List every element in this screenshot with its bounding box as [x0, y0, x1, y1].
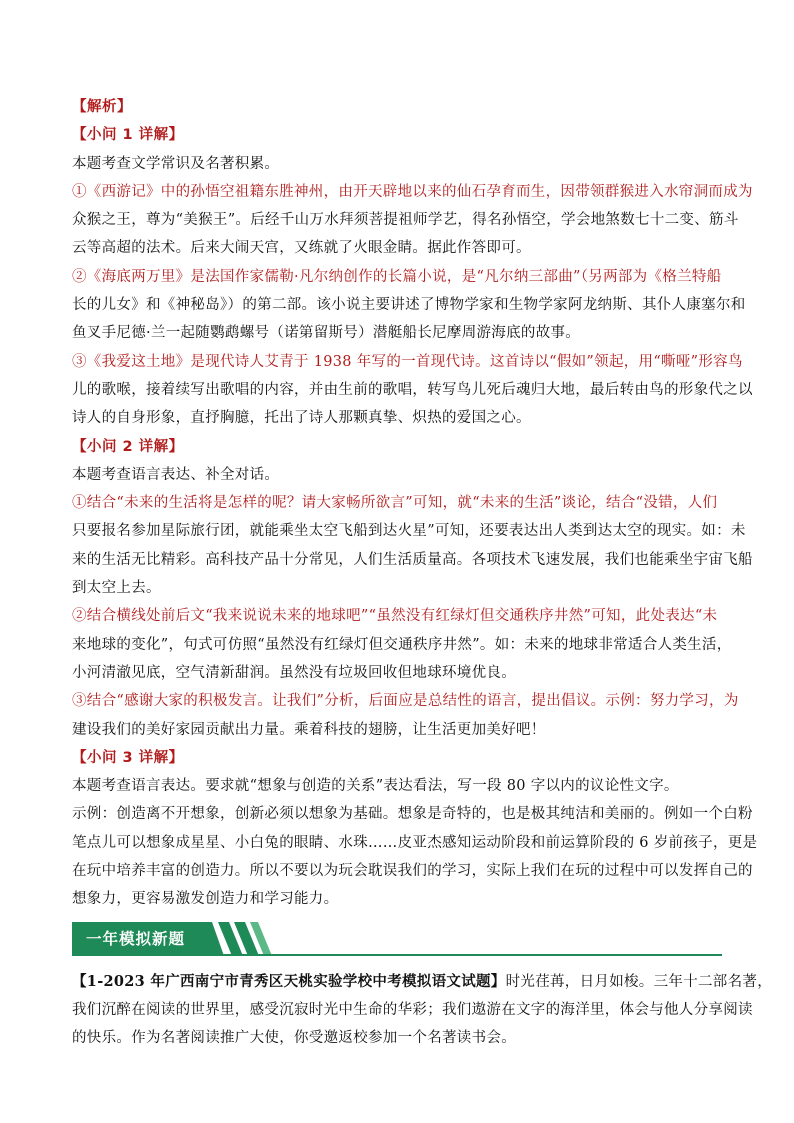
paragraph-line: 示例：创造离不开想象，创新必须以想象为基础。想象是奇特的，也是极其纯洁和美丽的。例如一个白粉	[72, 806, 753, 823]
question-source: 【1-2023 年广西南宁市青秀区天桃实验学校中考模拟语文试题】	[72, 972, 506, 990]
paragraph-line: ③结合“感谢大家的积极发言。让我们”分析，后面应是总结性的语言，提出倡议。示例：努力学习，为	[72, 693, 739, 710]
paragraph-line: 我们沉醉在阅读的世界里，感受沉寂时光中生命的华彩；我们遨游在文字的海洋里，体会与他人分享阅读	[72, 1001, 753, 1018]
paragraph-line: 本题考查语言表达。要求就“想象与创造的关系”表达看法，写一段 80 字以内的议论性文字。	[72, 778, 679, 795]
q2-intro: 本题考查语言表达、补全对话。	[72, 466, 280, 483]
analysis-heading: 【解析】	[72, 99, 132, 115]
q2-item-2	[72, 602, 732, 687]
paragraph-line: 小河清澈见底，空气清新甜润。虽然没有垃圾回收但地球环境优良。	[72, 664, 516, 681]
paragraph-line: ①结合“未来的生活将是怎样的呢？请大家畅所欲言”可知，就“未来的生活”谈论，结合“没错，人们	[72, 495, 718, 512]
paragraph-line: 来的生活无比精彩。高科技产品十分常见，人们生活质量高。各项技术飞速发展，我们也能乘坐宇宙飞船	[72, 551, 753, 568]
paragraph-line: ②结合横线处前后文“我来说说未来的地球吧”“虽然没有红绿灯但交通秩序井然”可知，此处表达“未	[72, 608, 718, 625]
q1-item-2	[72, 263, 746, 348]
q1-heading: 【小问 1 详解】	[72, 127, 184, 144]
paragraph-line: 长的儿女》和《神秘岛》）的第二部。该小说主要讲述了博物学家和生物学家阿龙纳斯、其仆人康塞尔和	[72, 297, 746, 314]
paragraph-line: ①《西游记》中的孙悟空祖籍东胜神州，由开天辟地以来的仙石孕育而生，因带领群猴进入水帘洞而成为	[72, 183, 753, 200]
paragraph-line: 来地球的变化”，句式可仿照“虽然没有红绿灯但交通秩序井然”。如：未来的地球非常适合人类生活，	[72, 636, 732, 653]
q1-intro: 本题考查文学常识及名著积累。	[72, 155, 280, 172]
section-banner	[72, 922, 722, 956]
q1-item-3	[72, 348, 753, 433]
q3-heading: 【小问 3 详解】	[72, 749, 184, 766]
paragraph-line: 云等高超的法术。后来大闹天宫，又练就了火眼金睛。据此作答即可。	[72, 240, 531, 257]
paragraph-line: 的快乐。作为名著阅读推广大使，你受邀返校参加一个名著读书会。	[72, 1030, 516, 1047]
paragraph-line: 到太空上去。	[72, 580, 161, 597]
paragraph-line: 想象力，更容易激发创造力和学习能力。	[72, 891, 339, 908]
paragraph-line: 鱼叉手尼德·兰一起随鹦鹉螺号（诺第留斯号）潜艇船长尼摩周游海底的故事。	[72, 325, 581, 342]
question-1	[72, 968, 773, 1053]
paragraph-line: ②《海底两万里》是法国作家儒勒·凡尔纳创作的长篇小说，是“凡尔纳三部曲”（另两部为《格兰特船	[72, 268, 722, 285]
banner-label: 一年模拟新题	[86, 929, 186, 948]
document-page	[72, 93, 773, 1053]
paragraph-line: 儿的歌喉，接着续写出歌唱的内容，并由生前的歌唱，转写鸟儿死后魂归大地，最后转由鸟的形象代之以	[72, 381, 753, 398]
q2-item-1	[72, 489, 753, 602]
q3-body	[72, 772, 758, 913]
question-text: 时光荏苒，日月如梭。三年十二部名著，	[505, 973, 773, 990]
paragraph-line: 笔点儿可以想象成星星、小白兔的眼睛、水珠……皮亚杰感知运动阶段和前运算阶段的 6 岁前孩子，更是	[72, 834, 758, 851]
banner-rule	[72, 954, 722, 956]
q1-item-1	[72, 178, 753, 263]
paragraph-line: 诗人的自身形象，直抒胸臆，托出了诗人那颗真挚、炽热的爱国之心。	[72, 410, 531, 427]
paragraph-line: 在玩中培养丰富的创造力。所以不要以为玩会耽误我们的学习，实际上我们在玩的过程中可以发挥自己的	[72, 863, 753, 880]
paragraph-line: 众猴之王，尊为“美猴王”。后经千山万水拜须菩提祖师学艺，得名孙悟空，学会地煞数七十二变、筋斗	[72, 212, 739, 229]
q2-item-3	[72, 687, 739, 744]
paragraph-line: 建设我们的美好家园贡献出力量。乘着科技的翅膀，让生活更加美好吧！	[72, 721, 546, 738]
q2-heading: 【小问 2 详解】	[72, 438, 184, 455]
paragraph-line: 只要报名参加星际旅行团，就能乘坐太空飞船到达火星”可知，还要表达出人类到达太空的现实。如：未	[72, 523, 746, 540]
paragraph-line: ③《我爱这土地》是现代诗人艾青于 1938 年写的一首现代诗。这首诗以“假如”领起，用“嘶哑”形容鸟	[72, 353, 743, 370]
